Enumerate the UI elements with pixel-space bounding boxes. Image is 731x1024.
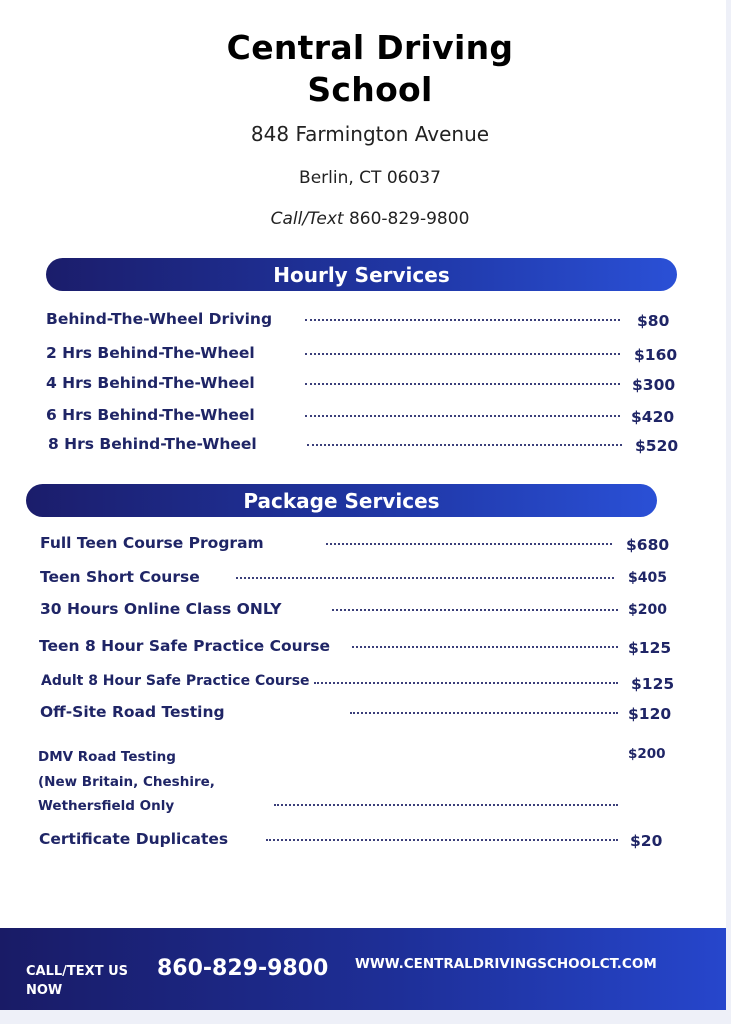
package-row: [0, 637, 726, 661]
package-row: [0, 703, 726, 727]
service-price: $20: [630, 832, 663, 850]
contact-line: [0, 209, 731, 229]
dot-leader: [352, 646, 618, 648]
dot-leader: [326, 543, 612, 545]
service-label: 30 Hours Online Class ONLY: [40, 600, 282, 618]
package-row: [0, 600, 726, 624]
service-label: Teen 8 Hour Safe Practice Course: [39, 637, 331, 655]
service-label: Full Teen Course Program: [40, 534, 264, 552]
service-label: Certificate Duplicates: [39, 830, 229, 848]
service-price: $120: [628, 705, 672, 723]
service-price: $405: [628, 570, 667, 586]
dot-leader: [314, 682, 618, 684]
dot-leader: [305, 415, 620, 417]
hourly-row: [0, 374, 726, 398]
service-label: Behind-The-Wheel Driving: [46, 310, 273, 328]
dot-leader: [274, 804, 618, 806]
service-price: $160: [634, 346, 678, 364]
dmv-road-testing-label: DMV Road Testing (New Britain, Cheshire, Wethersfield Only: [38, 749, 215, 814]
footer-phone[interactable]: 860-829-9800: [157, 956, 329, 981]
service-price: $125: [631, 675, 675, 693]
footer-call-to-action: CALL/TEXT US NOW: [26, 964, 129, 998]
dot-leader: [266, 839, 618, 841]
hourly-services-heading: Hourly Services: [46, 258, 677, 291]
service-price: $680: [626, 536, 670, 554]
service-price: $200: [628, 602, 667, 618]
dot-leader: [307, 444, 622, 446]
package-row: [0, 568, 726, 592]
service-price: $125: [628, 639, 672, 657]
service-price: $80: [637, 312, 670, 330]
dot-leader: [305, 353, 620, 355]
contact-phone: 860-829-9800: [348, 209, 470, 229]
footer-website[interactable]: WWW.CENTRALDRIVINGSCHOOLCT.COM: [355, 956, 657, 972]
footer-banner: [0, 928, 726, 1010]
service-label: 2 Hrs Behind-The-Wheel: [46, 344, 255, 362]
package-row: [0, 830, 726, 854]
dot-leader: [305, 383, 620, 385]
street-address: 848 Farmington Avenue: [250, 122, 490, 146]
dot-leader: [332, 609, 618, 611]
service-label: 6 Hrs Behind-The-Wheel: [46, 406, 255, 424]
hourly-row: [0, 344, 726, 368]
hourly-row: [0, 435, 726, 459]
service-price: $300: [632, 376, 676, 394]
service-label: 8 Hrs Behind-The-Wheel: [48, 435, 257, 453]
service-label: Off-Site Road Testing: [40, 703, 225, 721]
dmv-dot-row: [0, 795, 726, 819]
city-state-zip: Berlin, CT 06037: [299, 168, 441, 188]
service-label: 4 Hrs Behind-The-Wheel: [46, 374, 255, 392]
service-price: $420: [631, 408, 675, 426]
hourly-row: [0, 310, 726, 334]
dmv-row: [0, 744, 726, 768]
package-row: [0, 534, 726, 558]
school-name: Central Driving School: [226, 28, 514, 109]
hourly-row: [0, 406, 726, 430]
dot-leader: [350, 712, 618, 714]
dot-leader: [305, 319, 620, 321]
dot-leader: [236, 577, 614, 579]
service-price: $520: [635, 437, 679, 455]
dmv-price: $200: [628, 746, 666, 762]
service-label: Adult 8 Hour Safe Practice Course: [41, 673, 310, 689]
contact-prefix: Call/Text: [270, 209, 344, 229]
service-label: Teen Short Course: [40, 568, 200, 586]
package-row: [0, 673, 726, 697]
package-services-heading: Package Services: [26, 484, 657, 517]
